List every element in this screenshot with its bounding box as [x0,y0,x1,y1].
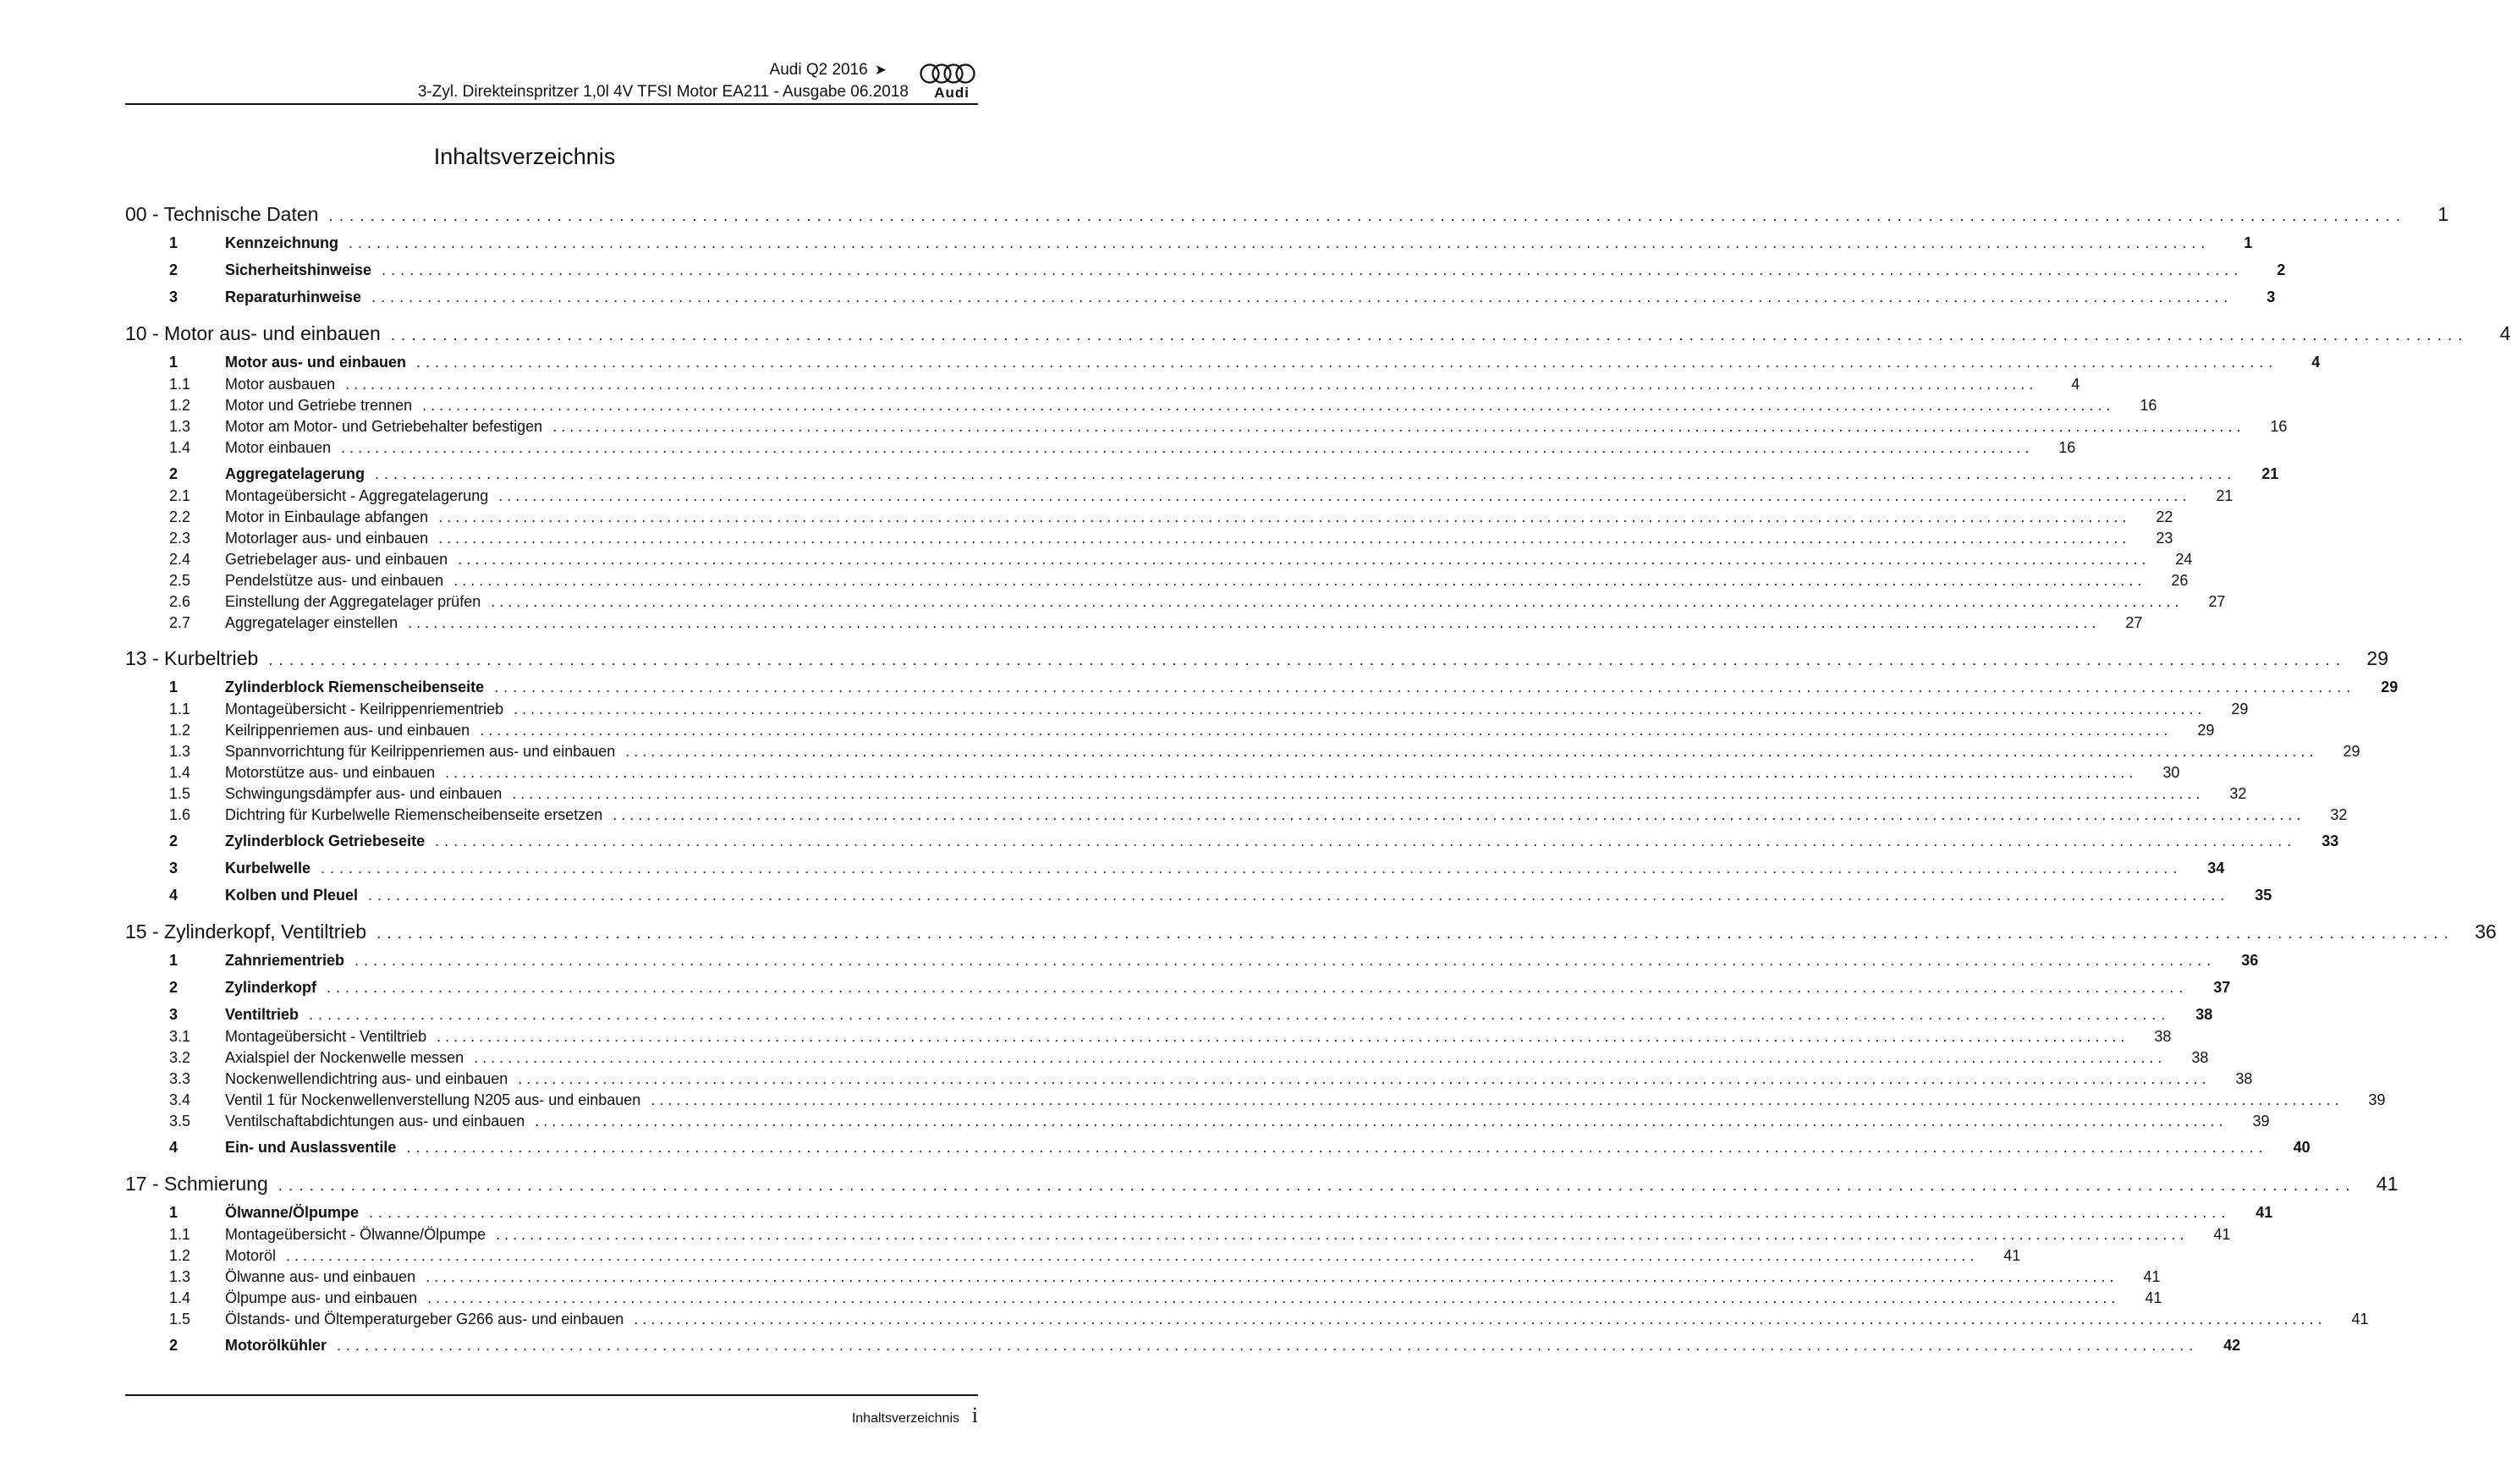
toc-entry[interactable] [125,1204,2273,1226]
toc-entry-number: 3.2 [169,1049,191,1066]
toc-leader-dots: ........................................................................................................................................................................................................ [382,261,2244,278]
toc-entry-label: Ölwanne/Ölpumpe [225,1204,360,1221]
toc-entry-number: 1.4 [169,764,191,781]
toc-entry-page: 41 [2003,1247,2021,1264]
toc-entry[interactable] [125,887,2272,909]
toc-leader-dots: ........................................................................................................................................................................................................ [512,785,2205,802]
toc-entry-number: 1 [169,1204,179,1221]
toc-leader-dots: ........................................................................................................................................................................................................ [480,722,2173,739]
toc-entry-number: 3.3 [169,1070,191,1087]
toc-leader-dots: ........................................................................................................................................................................................................ [498,487,2191,504]
toc-entry-page: 2 [2277,261,2286,278]
footer-section: Inhaltsverzeichnis [851,1411,959,1426]
toc-leader-dots: ........................................................................................................................................................................................................ [408,614,2101,631]
toc-leader-dots: ........................................................................................................................................................................................................ [426,1268,2118,1285]
toc-entry-label: Motor am Motor- und Getriebehalter befestigen [225,418,543,435]
toc-entry-page: 39 [2368,1091,2386,1108]
audi-logo-text: Audi [934,85,970,101]
toc-leader-dots: ........................................................................................................................................................................................................ [309,1006,2171,1023]
toc-entry-number: 2.5 [169,572,191,589]
toc-leader-dots: ........................................................................................................................................................................................................ [518,1070,2211,1087]
toc-leader-dots: ........................................................................................................................................................................................................ [494,679,2356,695]
toc-entry-label: Ventiltrieb [225,1006,299,1023]
toc-entry-number: 3.1 [169,1028,191,1045]
toc-entry-page: 42 [2223,1337,2241,1354]
toc-leader-dots: ........................................................................................................................................................................................................ [514,701,2206,717]
toc-entry-page: 36 [2475,921,2497,943]
toc-entry-label: Ölpumpe aus- und einbauen [225,1289,418,1306]
toc-entry-page: 4 [2311,354,2321,371]
toc-leader-dots: ........................................................................................................................................................................................................ [376,925,2454,943]
toc-leader-dots: ........................................................................................................................................................................................................ [438,530,2131,547]
toc-entry-label: 10 - Motor aus- und einbauen [125,322,381,344]
toc-leader-dots: ........................................................................................................................................................................................................ [327,979,2189,996]
toc-entry-number: 3.5 [169,1113,191,1129]
toc-entry[interactable] [125,1049,2209,1070]
toc-entry-number: 1.2 [169,722,191,739]
toc-leader-dots: ........................................................................................................................................................................................................ [634,1311,2327,1327]
toc-leader-dots: ........................................................................................................................................................................................................ [345,376,2038,393]
toc-entry-label: Axialspiel der Nockenwelle messen [225,1049,464,1066]
toc-entry-page: 41 [2143,1268,2161,1285]
toc-entry-page: 35 [2255,887,2272,904]
toc-entry-label: Zahnriementrieb [225,952,345,969]
toc-entry[interactable] [125,289,2276,311]
toc-entry-page: 29 [2366,647,2389,669]
toc-entry-number: 2 [169,261,179,278]
toc-leader-dots: ........................................................................................................................................................................................................ [651,1091,2343,1108]
toc-entry-page: 34 [2207,860,2225,877]
toc-entry[interactable] [125,1028,2172,1049]
toc-entry-page: 38 [2195,1006,2213,1023]
toc-entry-number: 1 [169,354,179,371]
toc-entry-label: Aggregatelagerung [225,465,365,482]
toc-leader-dots: ........................................................................................................................................................................................................ [613,806,2305,823]
toc-leader-dots: ........................................................................................................................................................................................................ [321,860,2183,877]
toc-entry-number: 3 [169,289,179,305]
toc-entry-page: 22 [2156,508,2173,525]
toc-entry-number: 2 [169,1337,179,1354]
toc-entry-label: 13 - Kurbeltrieb [125,647,259,669]
toc-entry-number: 1.1 [169,701,191,717]
toc-leader-dots: ........................................................................................................................................................................................................ [375,465,2237,482]
toc-entry[interactable] [125,701,2249,722]
toc-entry[interactable] [125,593,2226,614]
toc-leader-dots: ........................................................................................................................................................................................................ [422,397,2115,414]
toc-leader-dots: ........................................................................................................................................................................................................ [438,508,2131,525]
toc-entry[interactable] [125,439,2076,460]
toc-entry-page: 41 [2351,1311,2369,1327]
toc-entry-label: Motor ausbauen [225,376,336,393]
toc-leader-dots: ........................................................................................................................................................................................................ [390,327,2469,344]
toc-entry-page: 32 [2330,806,2348,823]
toc-entry-number: 1.3 [169,743,191,760]
toc-entry-label: Kennzeichnung [225,234,338,251]
toc-entry-label: Dichtring für Kurbelwelle Riemenscheibenseite ersetzen [225,806,603,823]
toc-entry[interactable] [125,1289,2162,1311]
toc-entry[interactable] [125,508,2173,530]
toc-entry-label: Reparaturhinweise [225,289,362,305]
toc-entry-number: 1 [169,234,179,251]
toc-entry-label: Sicherheitshinweise [225,261,372,278]
toc-entry-page: 29 [2343,743,2360,760]
audi-rings-icon [919,63,978,85]
toc-entry-label: Spannvorrichtung für Keilrippenriemen aus- und einbauen [225,743,616,760]
toc-entry-page: 27 [2208,593,2226,610]
arrow-right-icon: ➤ [874,62,887,78]
toc-entry-page: 33 [2321,833,2339,849]
toc-entry-label: Motorölkühler [225,1337,327,1354]
toc-entry[interactable] [125,979,2231,1001]
toc-entry-number: 2 [169,979,179,996]
toc-entry-number: 2.4 [169,551,191,568]
toc-leader-dots: ........................................................................................................................................................................................................ [328,207,2407,225]
toc-entry-number: 3 [169,860,179,877]
toc-entry-number: 1.4 [169,439,191,456]
toc-entry[interactable] [125,354,2321,376]
toc-entry-label: Motorstütze aus- und einbauen [225,764,436,781]
toc-entry-page: 4 [2499,322,2511,344]
toc-entry-page: 40 [2293,1139,2310,1156]
toc-entry[interactable] [125,833,2339,855]
toc-entry-label: Motor aus- und einbauen [225,354,406,371]
toc-entry-label: Montageübersicht - Keilrippenriementrieb [225,701,504,717]
footer-page-number: i [971,1403,978,1427]
toc-leader-dots: ........................................................................................................................................................................................................ [349,234,2211,251]
toc-entry-label: Zylinderkopf [225,979,317,996]
toc-entry-number: 3 [169,1006,179,1023]
toc-entry-number: 1.1 [169,1226,191,1243]
toc-leader-dots: ........................................................................................................................................................................................................ [286,1247,1979,1264]
toc-entry[interactable] [125,1113,2270,1134]
toc-leader-dots: ........................................................................................................................................................................................................ [445,764,2138,781]
toc-leader-dots: ........................................................................................................................................................................................................ [341,439,2034,456]
toc-entry-label: Aggregatelager einstellen [225,614,398,631]
toc-entry-number: 1.6 [169,806,191,823]
toc-entry[interactable] [125,1268,2161,1289]
toc-entry-page: 41 [2376,1173,2398,1195]
toc-entry[interactable] [125,530,2173,551]
toc-entry[interactable] [125,572,2189,593]
toc-entry-number: 2.6 [169,593,191,610]
toc-entry-number: 2 [169,833,179,849]
toc-entry[interactable] [125,743,2360,764]
toc-entry-label: 15 - Zylinderkopf, Ventiltrieb [125,921,367,943]
toc-entry[interactable] [125,1337,2241,1359]
toc-leader-dots: ........................................................................................................................................................................................................ [552,418,2245,435]
toc-leader-dots: ........................................................................................................................................................................................................ [268,651,2347,669]
header-model-text: Audi Q2 2016 [769,61,868,79]
toc-entry-number: 1.3 [169,1268,191,1285]
toc-entry-label: Keilrippenriemen aus- und einbauen [225,722,470,739]
toc-entry[interactable] [125,397,2157,418]
toc-entry-page: 1 [2244,234,2253,251]
toc-chapter[interactable] [125,1173,2398,1199]
toc-leader-dots: ........................................................................................................................................................................................................ [337,1337,2199,1354]
toc-entry-number: 1.5 [169,785,191,802]
toc-entry-label: Ein- und Auslassventile [225,1139,397,1156]
page-footer [125,1394,978,1430]
toc-entry-label: Motor in Einbaulage abfangen [225,508,429,525]
toc-leader-dots: ........................................................................................................................................................................................................ [453,572,2146,589]
toc-entry[interactable] [125,551,2193,572]
toc-entry-label: Getriebelager aus- und einbauen [225,551,448,568]
toc-leader-dots: ........................................................................................................................................................................................................ [496,1226,2189,1243]
toc-entry-number: 1.1 [169,376,191,393]
toc-entry[interactable] [125,261,2286,283]
toc-entry-label: Motor und Getriebe trennen [225,397,413,414]
toc-entry-label: Einstellung der Aggregatelager prüfen [225,593,481,610]
toc-entry-number: 1 [169,952,179,969]
toc-leader-dots: ........................................................................................................................................................................................................ [625,743,2318,760]
toc-entry-page: 21 [2216,487,2234,504]
toc-entry[interactable] [125,952,2259,974]
toc-entry-number: 4 [169,887,179,904]
toc-entry[interactable] [125,1311,2369,1332]
toc-entry-page: 29 [2231,701,2249,717]
toc-leader-dots: ........................................................................................................................................................................................................ [369,1204,2231,1221]
toc-entry-label: 00 - Technische Daten [125,203,319,225]
toc-leader-dots: ........................................................................................................................................................................................................ [535,1113,2228,1129]
header-model [770,61,887,80]
toc-entry-page: 30 [2162,764,2180,781]
toc-entry-page: 16 [2058,439,2076,456]
toc-entry[interactable] [125,1247,2021,1268]
toc-entry-number: 1.5 [169,1311,191,1327]
toc-entry-page: 26 [2171,572,2189,589]
toc-entry-label: Zylinderblock Riemenscheibenseite [225,679,485,695]
toc-entry-label: Schwingungsdämpfer aus- und einbauen [225,785,503,802]
toc-leader-dots: ........................................................................................................................................................................................................ [406,1139,2268,1156]
toc-entry-number: 2 [169,465,179,482]
toc-leader-dots: ........................................................................................................................................................................................................ [416,354,2278,371]
toc-entry-page: 41 [2213,1226,2231,1243]
toc-entry[interactable] [125,1006,2213,1028]
toc-entry[interactable] [125,465,2279,487]
toc-entry-page: 38 [2191,1049,2209,1066]
toc-entry-number: 3.4 [169,1091,191,1108]
toc-entry-page: 3 [2266,289,2276,305]
toc-leader-dots: ........................................................................................................................................................................................................ [491,593,2184,610]
toc-chapter[interactable] [125,647,2389,673]
toc-entry-label: Zylinderblock Getriebeseite [225,833,426,849]
toc-entry[interactable] [125,679,2398,701]
toc-leader-dots: ........................................................................................................................................................................................................ [371,289,2234,305]
toc-entry[interactable] [125,487,2234,508]
toc-entry[interactable] [125,764,2180,785]
toc-entry-label: Ventilschaftabdichtungen aus- und einbauen [225,1113,525,1129]
toc-entry-page: 21 [2261,465,2279,482]
toc-entry-label: Ventil 1 für Nockenwellenverstellung N205 aus- und einbauen [225,1091,641,1108]
toc-leader-dots: ........................................................................................................................................................................................................ [435,833,2297,849]
toc-entry[interactable] [125,1091,2386,1113]
toc-entry-number: 4 [169,1139,179,1156]
audi-logo [919,63,978,103]
toc-entry-number: 1.4 [169,1289,191,1306]
toc-chapter[interactable] [125,203,2449,229]
toc-entry-label: 17 - Schmierung [125,1173,268,1195]
toc-entry-number: 1.2 [169,397,191,414]
toc-entry-page: 41 [2145,1289,2162,1306]
toc-entry-page: 4 [2071,376,2080,393]
toc-leader-dots: ........................................................................................................................................................................................................ [427,1289,2120,1306]
toc-entry-label: Kolben und Pleuel [225,887,359,904]
toc-entry[interactable] [125,1139,2310,1161]
toc-entry[interactable] [125,722,2215,743]
toc-entry[interactable] [125,785,2247,806]
toc-leader-dots: ........................................................................................................................................................................................................ [437,1028,2129,1045]
toc-entry-number: 1 [169,679,179,695]
toc-entry[interactable] [125,1070,2253,1091]
toc-entry-page: 39 [2252,1113,2270,1129]
toc-leader-dots: ........................................................................................................................................................................................................ [458,551,2151,568]
page-header [125,59,978,105]
toc-entry-page: 29 [2197,722,2215,739]
toc-entry-number: 2.1 [169,487,191,504]
toc-entry-number: 1.3 [169,418,191,435]
toc-leader-dots: ........................................................................................................................................................................................................ [474,1049,2167,1066]
toc-chapter[interactable] [125,322,2511,349]
toc-entry-label: Ölwanne aus- und einbauen [225,1268,416,1285]
toc-entry-label: Montageübersicht - Ventiltrieb [225,1028,427,1045]
toc-entry-label: Kurbelwelle [225,860,311,877]
toc-entry-page: 23 [2156,530,2173,547]
toc-entry-label: Nockenwellendichtring aus- und einbauen [225,1070,508,1087]
toc-entry-page: 41 [2256,1204,2273,1221]
toc-entry[interactable] [125,376,2080,397]
toc-entry-page: 36 [2241,952,2259,969]
toc-leader-dots: ........................................................................................................................................................................................................ [354,952,2217,969]
toc-leader-dots: ........................................................................................................................................................................................................ [368,887,2230,904]
toc-entry[interactable] [125,614,2143,635]
toc-entry-page: 1 [2437,203,2449,225]
page-title: Inhaltsverzeichnis [433,144,616,169]
toc-entry-page: 32 [2229,785,2247,802]
toc-entry-number: 2.7 [169,614,191,631]
toc-entry-label: Pendelstütze aus- und einbauen [225,572,444,589]
toc-entry-label: Montageübersicht - Aggregatelagerung [225,487,489,504]
toc-entry-number: 2.3 [169,530,191,547]
toc-leader-dots: ........................................................................................................................................................................................................ [277,1177,2356,1195]
toc-entry-page: 37 [2213,979,2231,996]
toc-entry-page: 16 [2140,397,2157,414]
toc-entry-page: 38 [2154,1028,2172,1045]
toc-entry[interactable] [125,418,2288,439]
toc-entry[interactable] [125,806,2348,827]
toc-entry-label: Motorlager aus- und einbauen [225,530,429,547]
toc-entry-number: 2.2 [169,508,191,525]
toc-entry-label: Montageübersicht - Ölwanne/Ölpumpe [225,1226,486,1243]
toc-entry-label: Motoröl [225,1247,277,1264]
toc-entry-page: 24 [2175,551,2193,568]
toc-entry-page: 16 [2270,418,2288,435]
toc-entry[interactable] [125,234,2253,256]
toc-entry-label: Ölstands- und Öltemperaturgeber G266 aus- und einbauen [225,1311,624,1327]
toc-entry[interactable] [125,860,2225,882]
toc-entry-number: 1.2 [169,1247,191,1264]
toc-entry-page: 27 [2125,614,2143,631]
toc-entry[interactable] [125,1226,2231,1247]
toc-entry-page: 38 [2235,1070,2253,1087]
header-engine: 3-Zyl. Direkteinspritzer 1,0l 4V TFSI Motor EA211 - Ausgabe 06.2018 [417,83,909,101]
toc-entry-label: Motor einbauen [225,439,332,456]
toc-entry-page: 29 [2381,679,2398,695]
table-of-contents [125,203,2511,1359]
toc-chapter[interactable] [125,921,2497,947]
